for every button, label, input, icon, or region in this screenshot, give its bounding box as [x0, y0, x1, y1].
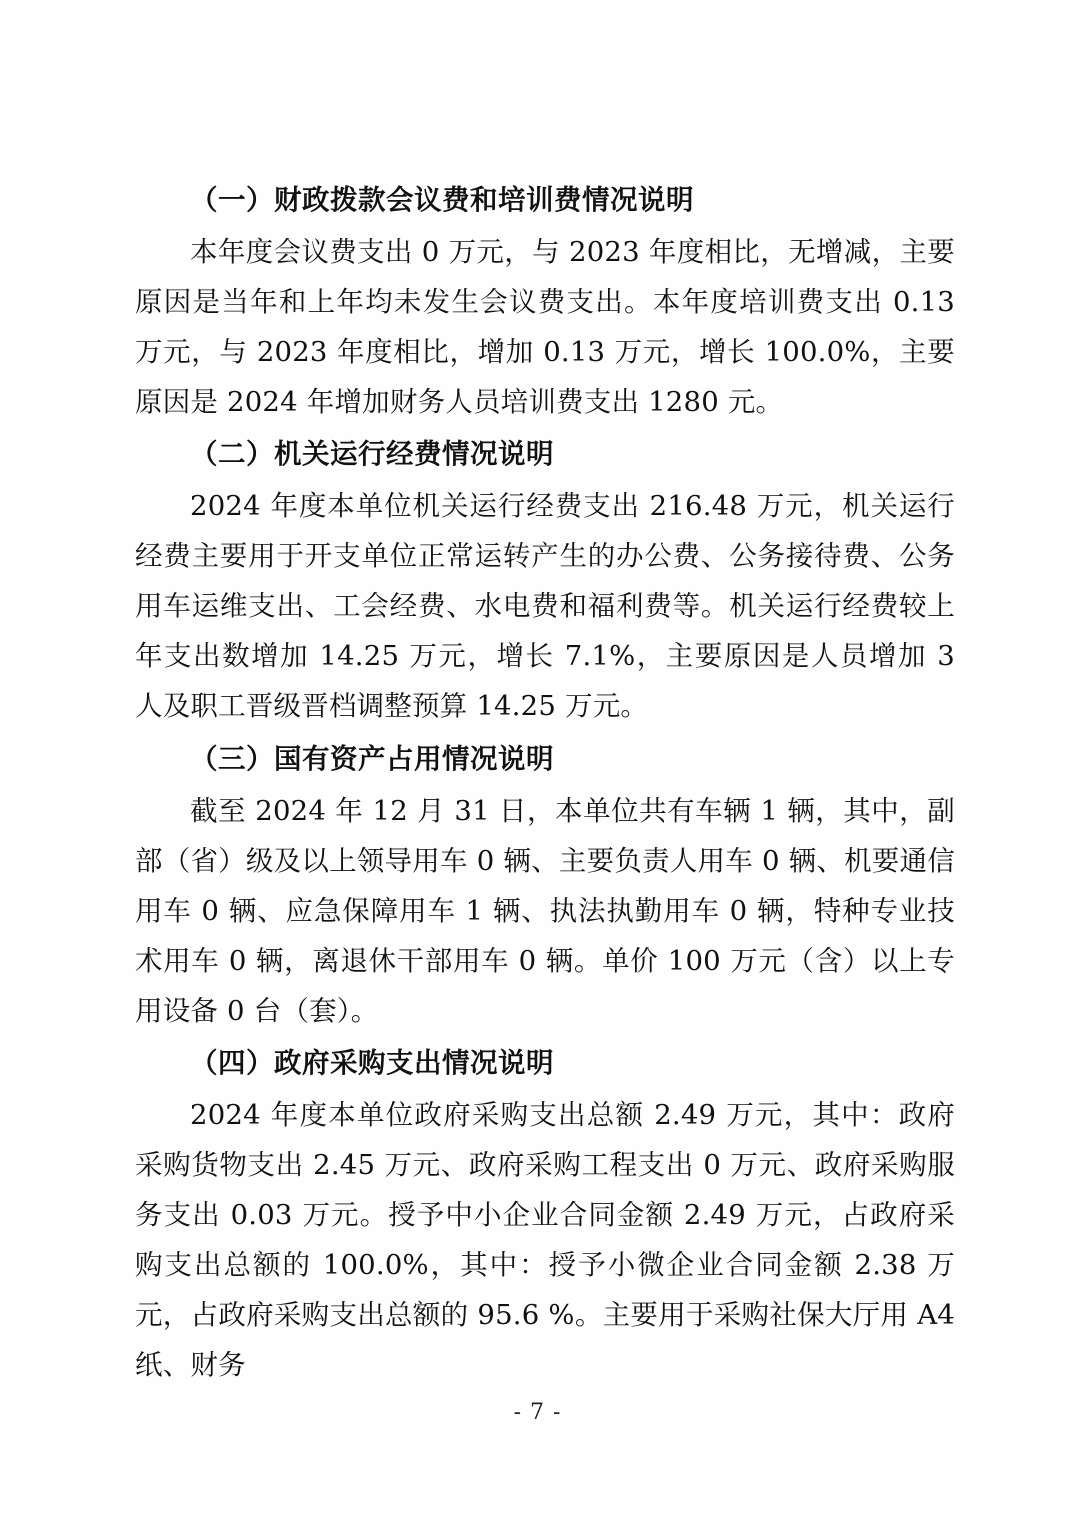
section-heading-2: （二）机关运行经费情况说明: [190, 438, 554, 471]
document-body: [135, 175, 955, 1390]
section-paragraph-2: 2024 年度本单位机关运行经费支出 216.48 万元，机关运行经费主要用于开支单位正常运转产生的办公费、公务接待费、公务用车运维支出、工会经费、水电费和福利费等。机关运行经费较上年支出数增加 14.25 万元，增长 7.1%，主要原因是人员增加 3 人及职工晋级晋档调整预算 14.25 万元。: [135, 490, 955, 723]
section-heading-4: （四）政府采购支出情况说明: [190, 1046, 554, 1079]
section-paragraph-3: 截至 2024 年 12 月 31 日，本单位共有车辆 1 辆，其中，副部（省）级及以上领导用车 0 辆、主要负责人用车 0 辆、机要通信用车 0 辆、应急保障用车 1 辆、执法执勤用车 0 辆，特种专业技术用车 0 辆，离退休干部用车 0 辆。单价 100 万元（含）以上专用设备 0 台（套）。: [135, 794, 955, 1027]
section-heading-1: （一）财政拨款会议费和培训费情况说明: [190, 184, 694, 216]
section-paragraph-1: 本年度会议费支出 0 万元，与 2023 年度相比，无增减，主要原因是当年和上年均未发生会议费支出。本年度培训费支出 0.13 万元，与 2023 年度相比，增加 0.13 万元，增长 100.0%，主要原因是 2024 年增加财务人员培训费支出 1280 元。: [135, 236, 955, 419]
section-paragraph-4: 2024 年度本单位政府采购支出总额 2.49 万元，其中：政府采购货物支出 2.45 万元、政府采购工程支出 0 万元、政府采购服务支出 0.03 万元。授予中小企业合同金额 2.49 万元，占政府采购支出总额的 100.0%，其中：授予小微企业合同金额 2.38 万元，占政府采购支出总额的 95.6 %。主要用于采购社保大厅用 A4 纸、财务: [135, 1098, 955, 1382]
page-number: - 7 -: [513, 1400, 562, 1425]
section-heading-3: （三）国有资产占用情况说明: [190, 742, 554, 775]
